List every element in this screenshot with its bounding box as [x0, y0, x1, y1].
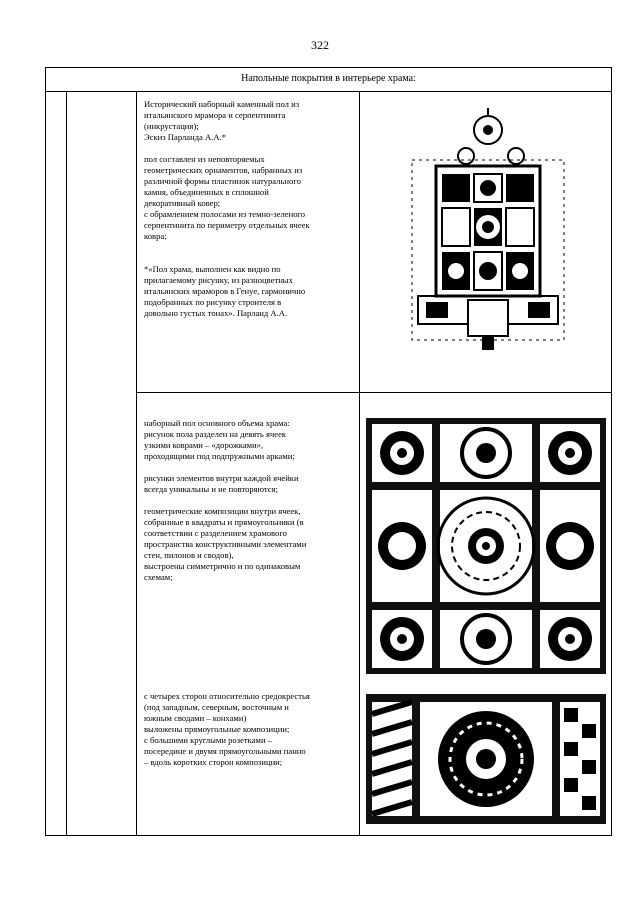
- column-divider: [66, 92, 67, 835]
- column-divider: [136, 92, 137, 835]
- column-divider: [359, 92, 360, 835]
- floor-covering-table: [45, 67, 612, 836]
- row-divider: [136, 392, 611, 393]
- page-number: 322: [311, 38, 329, 52]
- nine-cell-floor-photo: [366, 418, 606, 674]
- row-1-description: Исторический наборный каменный пол из итальянского мрамора и серпентинита (инкрустация); Эскиз Парланда А.А.* пол составлен из неповторяемых геометрических орнаментов, набранных из различной формы пластинок натурального камня, объединенных в сплошной декоративный ковер; с обрамлением полосами из темно-зеленого серпентинита по периметру отдельных ячеек ковра; *«Пол храма, выполнен как видно по прилагаемому рисунку, из разноцветных итальянских мраморов в Генуе, гармонично подобранных по рисунку строителя в довольно густых тонах». Парланд А.А.: [144, 99, 310, 318]
- row-3-description: с четырех сторон относительно средокрестья (под западным, северным, восточным и южным сводами – конхами) выложены прямоугольные композиции; с большими круглыми розетками – посередине и двумя прямоугольными панно – вдоль коротких сторон композиции;: [144, 691, 310, 767]
- floor-plan-drawing: [408, 96, 568, 366]
- rectangular-panel-photo: [366, 694, 606, 824]
- table-header: Напольные покрытия в интерьере храма:: [46, 68, 611, 92]
- row-2-description: наборный пол основного объема храма: рисунок пола разделен на девять ячеек узкими коврами – «дорожками», проходящими под подпружными арками; рисунки элементов внутри каждой ячейки всегда уникальны и не повторяются; геометрические композиции внутри ячеек, собранные в квадраты и прямоугольники (в соответствии с разделением храмового пространства конструктивными элементами стен, пилонов и сводов), выстроены симметрично и по одинаковым схемам;: [144, 418, 307, 582]
